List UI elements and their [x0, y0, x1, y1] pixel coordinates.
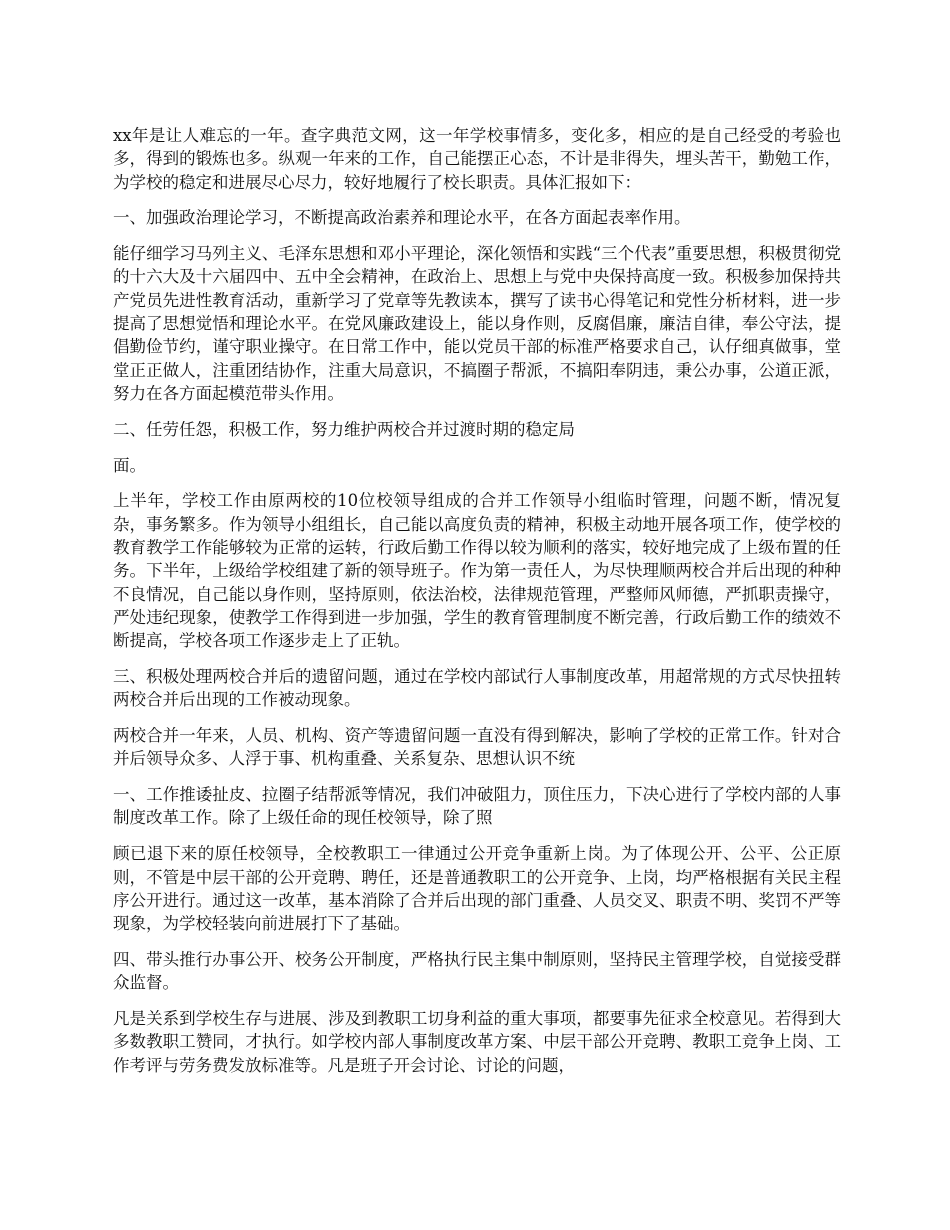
paragraph-section-3b: 一、工作推诿扯皮、拉圈子结帮派等情况，我们冲破阻力，顶住压力，下决心进行了学校内部的人事制度改革工作。除了上级任命的现任校领导，除了照 — [113, 785, 841, 828]
section-heading-2-continued: 面。 — [113, 455, 146, 475]
section-heading-2: 二、任劳任怨，积极工作，努力维护两校合并过渡时期的稳定局 — [113, 419, 575, 439]
paragraph-intro: xx年是让人难忘的一年。查字典范文网，这一年学校事情多，变化多，相应的是自己经受的考验也多，得到的锻炼也多。纵观一年来的工作，自己能摆正心态，不计是非得失，埋头苦干，勤勉工作，为学校的稳定和进展尽心尽力，较好地履行了校长职责。具体汇报如下： — [113, 126, 841, 192]
paragraph-section-1: 能仔细学习马列主义、毛泽东思想和邓小平理论，深化领悟和实践“三个代表”重要思想，积极贯彻党的十六大及十六届四中、五中全会精神，在政治上、思想上与党中央保持高度一致。积极参加保持共产党员先进性教育活动，重新学习了党章等先教读本，撰写了读书心得笔记和党性分析材料，进一步提高了思想觉悟和理论水平。在党风廉政建设上，能以身作则，反腐倡廉，廉洁自律，奉公守法，提倡勤俭节约，谨守职业操守。在日常工作中，能以党员干部的标准严格要求自己，认仔细真做事，堂堂正正做人，注重团结协作，注重大局意识，不搞圈子帮派，不搞阳奉阴违，秉公办事，公道正派，努力在各方面起模范带头作用。 — [113, 244, 841, 403]
section-heading-3: 三、积极处理两校合并后的遗留问题，通过在学校内部试行人事制度改革，用超常规的方式尽快扭转两校合并后出现的工作被动现象。 — [113, 666, 841, 710]
section-heading-1: 一、加强政治理论学习，不断提高政治素养和理论水平，在各方面起表率作用。 — [113, 208, 691, 228]
section-heading-4: 四、带头推行办事公开、校务公开制度，严格执行民主集中制原则，坚持民主管理学校，自觉接受群众监督。 — [113, 949, 841, 993]
paragraph-section-3a: 两校合并一年来，人员、机构、资产等遗留问题一直没有得到解决，影响了学校的正常工作。针对合并后领导众多、人浮于事、机构重叠、关系复杂、思想认识不统 — [113, 726, 841, 769]
paragraph-section-3c: 顾已退下来的原任校领导，全校教职工一律通过公开竞争重新上岗。为了体现公开、公平、公正原则，不管是中层干部的公开竞聘、聘任，还是普通教职工的公开竞争、上岗，均严格根据有关民主程序公开进行。通过这一改革，基本消除了合并后出现的部门重叠、人员交叉、职责不明、奖罚不严等现象，为学校轻装向前进展打下了基础。 — [113, 844, 841, 934]
paragraph-section-4: 凡是关系到学校生存与进展、涉及到教职工切身利益的重大事项，都要事先征求全校意见。若得到大多数教职工赞同，才执行。如学校内部人事制度改革方案、中层干部公开竞聘、教职工竞争上岗、工作考评与劳务费发放标准等。凡是班子开会讨论、讨论的问题， — [113, 1009, 841, 1075]
paragraph-section-2: 上半年，学校工作由原两校的10位校领导组成的合并工作领导小组临时管理，问题不断，情况复杂，事务繁多。作为领导小组组长，自己能以高度负责的精神，积极主动地开展各项工作，使学校的教育教学工作能够较为正常的运转，行政后勤工作得以较为顺利的落实，较好地完成了上级布置的任务。下半年，上级给学校组建了新的领导班子。作为第一责任人，为尽快理顺两校合并后出现的种种不良情况，自己能以身作则，坚持原则，依法治校，法律规范管理，严整师风师德，严抓职责操守，严处违纪现象，使教学工作得到进一步加强，学生的教育管理制度不断完善，行政后勤工作的绩效不断提高，学校各项工作逐步走上了正轨。 — [113, 491, 841, 651]
document-body — [113, 124, 841, 1089]
